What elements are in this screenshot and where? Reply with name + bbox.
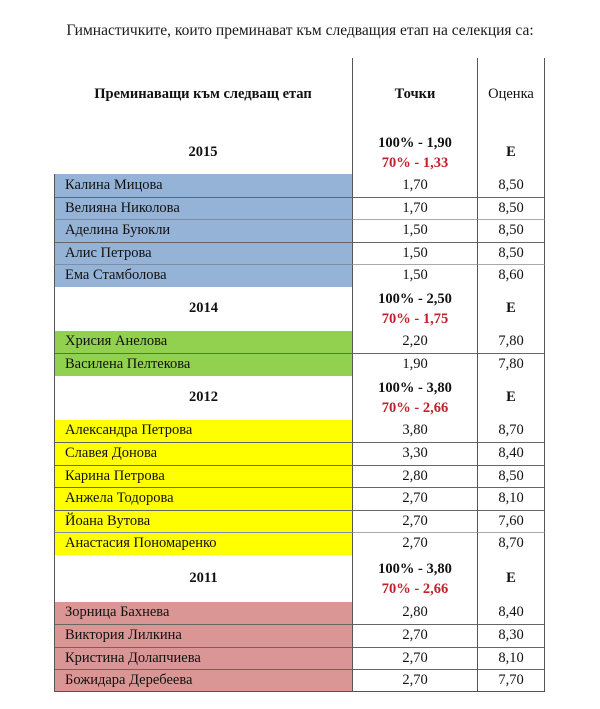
table-row [54, 420, 545, 443]
athlete-name: Александра Петрова [54, 420, 352, 443]
athlete-points: 2,70 [352, 624, 477, 647]
table-row [54, 219, 545, 242]
group-header-2012 [54, 376, 545, 420]
athlete-points: 2,70 [352, 532, 477, 555]
athlete-points: 1,50 [352, 242, 477, 265]
group-requirements [352, 287, 477, 331]
requirement-70: 70% - 1,75 [381, 311, 449, 327]
athlete-name: Йоана Вутова [54, 510, 352, 533]
header-points: Точки [352, 58, 477, 130]
athlete-score: 7,80 [477, 353, 545, 376]
table-header-row [54, 58, 545, 130]
athlete-score: 8,50 [477, 174, 545, 197]
athlete-score: 8,10 [477, 647, 545, 670]
qualifiers-table [54, 58, 545, 692]
requirement-100: 100% - 1,90 [378, 134, 452, 151]
athlete-score: 7,70 [477, 669, 545, 692]
table-row [54, 174, 545, 197]
table-row [54, 510, 545, 533]
athlete-score: 8,70 [477, 532, 545, 555]
group-requirements [352, 130, 477, 174]
athlete-points: 2,80 [352, 602, 477, 625]
requirement-100: 100% - 3,80 [378, 560, 452, 577]
athlete-points: 1,70 [352, 197, 477, 220]
group-year: 2011 [54, 555, 352, 602]
athlete-name: Анастасия Пономаренко [54, 532, 352, 555]
group-grade: E [477, 287, 545, 331]
athlete-score: 7,80 [477, 331, 545, 354]
athlete-name: Зорница Бахнева [54, 602, 352, 625]
group-header-2015 [54, 130, 545, 174]
table-row [54, 669, 545, 692]
athlete-points: 2,70 [352, 510, 477, 533]
athlete-score: 8,50 [477, 465, 545, 488]
athlete-name: Велияна Николова [54, 197, 352, 220]
athlete-points: 1,50 [352, 219, 477, 242]
athlete-points: 2,70 [352, 487, 477, 510]
athlete-name: Калина Мицова [54, 174, 352, 197]
page-title: Гимнастичките, които преминават към следващия етап на селекция са: [66, 22, 534, 39]
requirement-70: 70% - 2,66 [381, 400, 449, 416]
athlete-name: Хрисия Анелова [54, 331, 352, 354]
table-row [54, 624, 545, 647]
table-row [54, 197, 545, 220]
athlete-points: 2,70 [352, 669, 477, 692]
table-row [54, 532, 545, 555]
athlete-score: 7,60 [477, 510, 545, 533]
group-requirements [352, 555, 477, 602]
athlete-score: 8,60 [477, 264, 545, 287]
athlete-points: 1,50 [352, 264, 477, 287]
table-row [54, 465, 545, 488]
group-header-2014 [54, 287, 545, 331]
athlete-score: 8,70 [477, 420, 545, 443]
athlete-score: 8,50 [477, 219, 545, 242]
athlete-points: 3,30 [352, 442, 477, 465]
requirement-100: 100% - 2,50 [378, 291, 452, 307]
athlete-score: 8,50 [477, 197, 545, 220]
table-row [54, 264, 545, 287]
athlete-score: 8,30 [477, 624, 545, 647]
athlete-points: 2,70 [352, 647, 477, 670]
athlete-name: Василена Пелтекова [54, 353, 352, 376]
athlete-points: 1,90 [352, 353, 477, 376]
athlete-name: Ема Стамболова [54, 264, 352, 287]
athlete-name: Алис Петрова [54, 242, 352, 265]
athlete-name: Карина Петрова [54, 465, 352, 488]
header-score: Оценка [477, 58, 545, 130]
header-name: Преминаващи към следващ етап [94, 85, 312, 102]
athlete-name: Славея Донова [54, 442, 352, 465]
group-grade: E [477, 555, 545, 602]
requirement-70: 70% - 2,66 [381, 580, 449, 597]
group-year: 2015 [188, 143, 218, 160]
table-row [54, 242, 545, 265]
group-header-2011 [54, 555, 545, 602]
group-requirements [352, 376, 477, 420]
group-grade: E [477, 130, 545, 174]
athlete-score: 8,40 [477, 442, 545, 465]
athlete-score: 8,40 [477, 602, 545, 625]
group-year: 2012 [54, 376, 352, 420]
table-row [54, 353, 545, 376]
requirement-100: 100% - 3,80 [378, 380, 452, 396]
athlete-name: Божидара Деребеева [54, 669, 352, 692]
athlete-points: 3,80 [352, 420, 477, 443]
athlete-name: Кристина Долапчиева [54, 647, 352, 670]
group-year: 2014 [54, 287, 352, 331]
table-row [54, 487, 545, 510]
table-row [54, 331, 545, 354]
athlete-score: 8,50 [477, 242, 545, 265]
group-grade: E [477, 376, 545, 420]
table-row [54, 442, 545, 465]
athlete-points: 1,70 [352, 174, 477, 197]
table-row [54, 647, 545, 670]
table-row [54, 602, 545, 625]
athlete-points: 2,20 [352, 331, 477, 354]
athlete-name: Анжела Тодорова [54, 487, 352, 510]
athlete-name: Аделина Буюкли [54, 219, 352, 242]
athlete-score: 8,10 [477, 487, 545, 510]
athlete-name: Виктория Лилкина [54, 624, 352, 647]
athlete-points: 2,80 [352, 465, 477, 488]
requirement-70: 70% - 1,33 [381, 154, 449, 171]
